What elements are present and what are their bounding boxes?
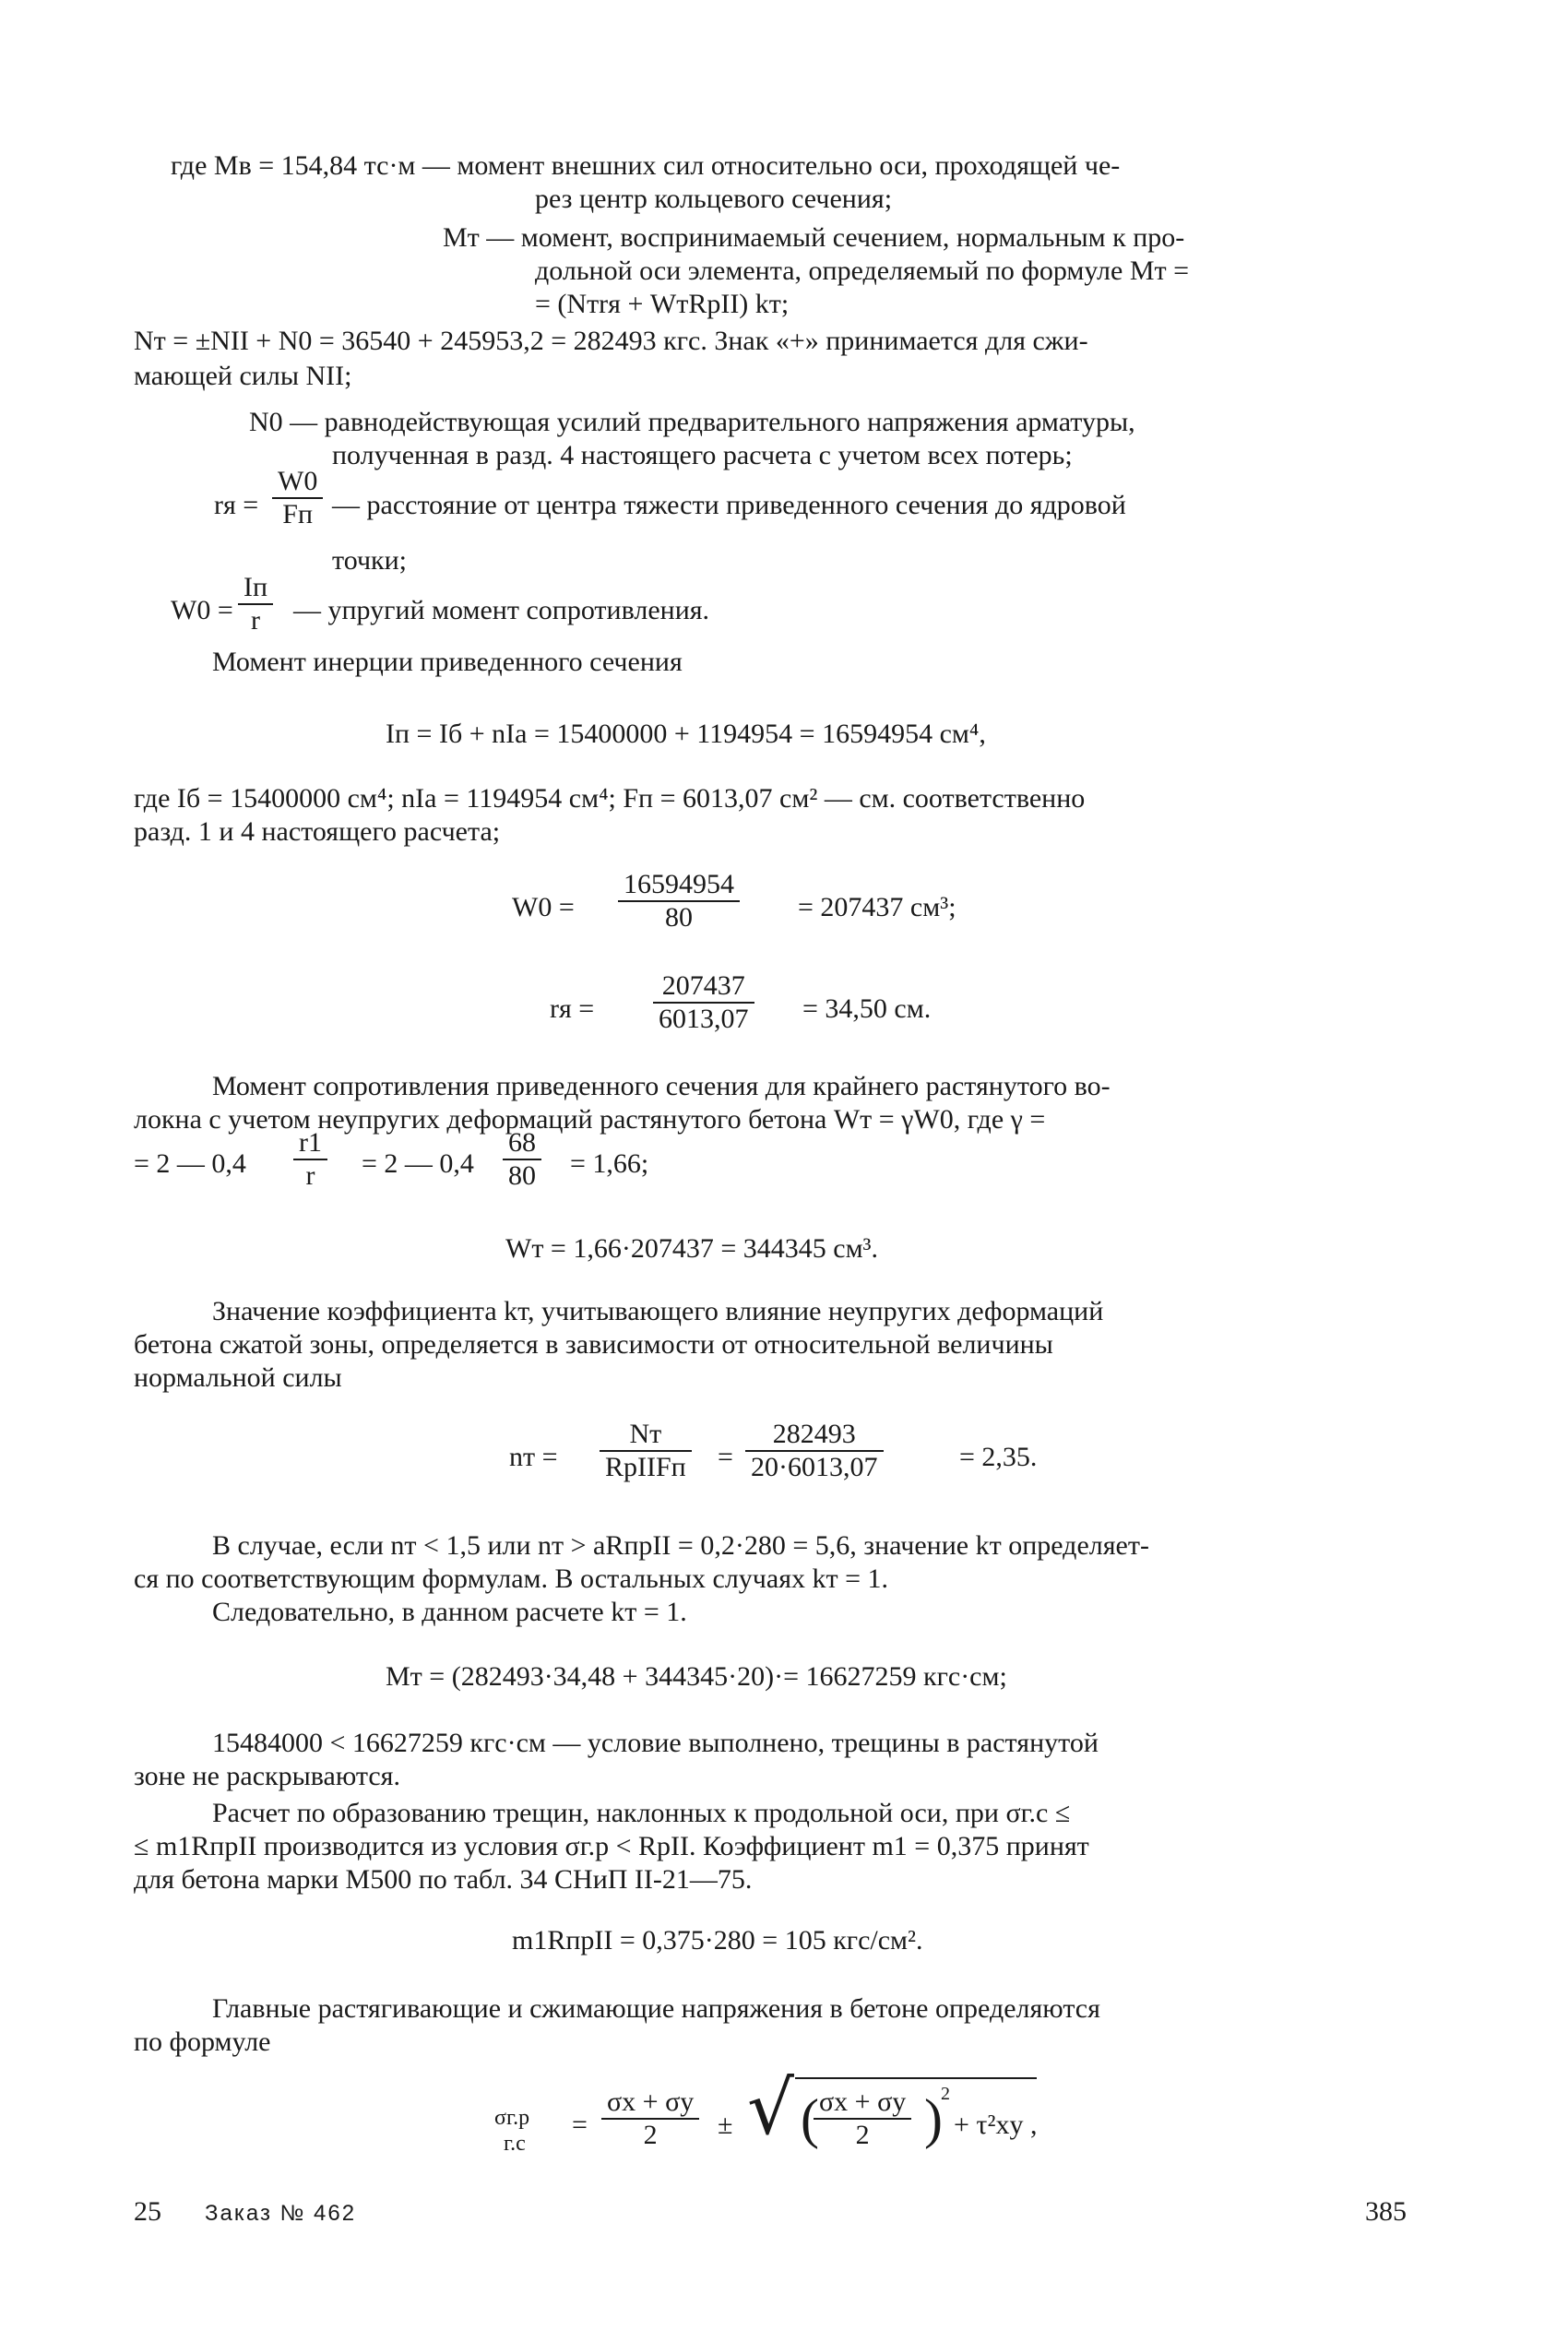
fraction-numerator: 207437 <box>653 970 754 1004</box>
formula-label: σг.р <box>494 2106 530 2130</box>
formula-line: = 2 — 0,4 <box>362 1148 474 1179</box>
fraction-sigma-sum-inner <box>814 2086 911 2151</box>
text-line: Следовательно, в данном расчете kт = 1. <box>212 1597 687 1627</box>
order-number: Заказ № 462 <box>205 2201 357 2226</box>
fraction-ry-definition <box>272 466 323 530</box>
formula-line: Mт = (282493·34,48 + 344345·20)·= 16627259 кгс·см; <box>386 1661 1007 1692</box>
radical-bar <box>795 2077 1037 2079</box>
text-line: Nт = ±NII + N0 = 36540 + 245953,2 = 282493 кгс. Знак «+» принимается для сжи- <box>134 326 1088 356</box>
formula-label: nт = <box>509 1442 558 1472</box>
formula-label: = 2 — 0,4 <box>134 1148 246 1179</box>
text-line: Главные растягивающие и сжимающие напряжения в бетоне определяются <box>212 1993 1100 2024</box>
formula-line: = 1,66; <box>570 1148 649 1179</box>
text-line: 15484000 < 16627259 кгс·см — условие выполнено, трещины в растянутой <box>212 1728 1099 1758</box>
text-line: Момент сопротивления приведенного сечения для крайнего растянутого во- <box>212 1071 1111 1101</box>
fraction-numerator: W0 <box>272 466 323 499</box>
fraction-denominator: 80 <box>508 1160 536 1191</box>
fraction-numerator: r1 <box>293 1127 327 1160</box>
fraction-numerator: 16594954 <box>618 869 740 902</box>
formula-label: rя = <box>550 993 595 1024</box>
fraction-denominator: r <box>305 1160 315 1191</box>
formula-line: Wт = 1,66·207437 = 344345 см³. <box>505 1233 879 1264</box>
formula-line: + τ²xy , <box>954 2110 1038 2140</box>
text-line: ≤ m1RпрII производится из условия σг.р < RpII. Коэффициент m1 = 0,375 принят <box>134 1831 1089 1861</box>
text-line: где Mв = 154,84 тс·м — момент внешних сил относительно оси, проходящей че- <box>171 150 1121 181</box>
formula-label: W0 = <box>171 595 233 625</box>
text-line: В случае, если nт < 1,5 или nт > aRпрII = 0,2·280 = 5,6, значение kт определяет- <box>212 1530 1149 1561</box>
sheet-number: 25 <box>134 2196 161 2227</box>
text-line: локна с учетом неупругих деформаций растянутого бетона Wт = γW0, где γ = <box>134 1104 1046 1135</box>
text-line: для бетона марки М500 по табл. 34 СНиП II-21—75. <box>134 1864 753 1895</box>
text-line: Момент инерции приведенного сечения <box>212 647 683 677</box>
formula-line: = 34,50 см. <box>802 993 932 1024</box>
text-line: где Iб = 15400000 см⁴; nIа = 1194954 см⁴; Fп = 6013,07 см² — см. соответственно <box>134 783 1086 814</box>
fraction-nt-value <box>745 1419 884 1483</box>
fraction-numerator: σx + σy <box>814 2086 911 2120</box>
text-line: Значение коэффициента kт, учитывающего влияние неупругих деформаций <box>212 1296 1104 1326</box>
paren-open-icon: ( <box>801 2088 819 2149</box>
paren-close-icon: ) <box>924 2088 943 2149</box>
fraction-denominator: 80 <box>665 902 693 933</box>
fraction-denominator: RpIIFп <box>605 1452 686 1482</box>
formula-line: = <box>718 1442 733 1472</box>
formula-line: = <box>572 2110 588 2140</box>
fraction-w0-value <box>618 869 740 933</box>
fraction-68-over-80 <box>503 1127 541 1192</box>
fraction-numerator: σx + σy <box>601 2086 699 2120</box>
fraction-denominator: Fп <box>282 499 314 529</box>
fraction-denominator: r <box>251 605 261 636</box>
square-root-icon: √ <box>747 2065 794 2151</box>
text-line: рез центр кольцевого сечения; <box>535 184 893 214</box>
text-line: нормальной силы <box>134 1362 342 1393</box>
formula-label: г.с <box>504 2132 526 2156</box>
formula-line: ± <box>718 2110 733 2140</box>
text-line: точки; <box>332 545 407 576</box>
formula-label: rя = <box>214 490 259 520</box>
fraction-numerator: 68 <box>503 1127 541 1160</box>
fraction-denominator: 6013,07 <box>659 1004 749 1034</box>
formula-line: = 2,35. <box>959 1442 1038 1472</box>
formula-line: = 207437 см³; <box>798 892 956 922</box>
formula-line: = (Nтrя + WтRpII) kт; <box>535 289 790 319</box>
fraction-r1-over-r <box>293 1127 327 1192</box>
text-line: Расчет по образованию трещин, наклонных к продольной оси, при σг.с ≤ <box>212 1798 1071 1828</box>
fraction-denominator: 2 <box>643 2120 658 2150</box>
formula-line: Iп = Iб + nIа = 15400000 + 1194954 = 16594954 см⁴, <box>386 719 986 749</box>
text-line: мающей силы NII; <box>134 361 352 391</box>
text-line: — упругий момент сопротивления. <box>293 595 710 625</box>
fraction-numerator: 282493 <box>745 1419 884 1452</box>
text-line: бетона сжатой зоны, определяется в зависимости от относительной величины <box>134 1329 1053 1360</box>
fraction-denominator: 2 <box>855 2120 870 2150</box>
fraction-w0-definition <box>238 572 273 636</box>
fraction-denominator: 20·6013,07 <box>751 1452 878 1482</box>
text-line: разд. 1 и 4 настоящего расчета; <box>134 816 501 847</box>
formula-line: m1RпрII = 0,375·280 = 105 кгс/см². <box>512 1925 923 1956</box>
text-line: N0 — равнодействующая усилий предварительного напряжения арматуры, <box>249 407 1135 437</box>
text-line: Mт — момент, воспринимаемый сечением, нормальным к про- <box>443 222 1185 253</box>
fraction-numerator: Iп <box>238 572 273 605</box>
text-line: полученная в разд. 4 настоящего расчета с учетом всех потерь; <box>332 440 1073 470</box>
superscript-two: 2 <box>941 2084 950 2104</box>
fraction-sigma-sum <box>601 2086 699 2151</box>
text-line: дольной оси элемента, определяемый по формуле Mт = <box>535 256 1190 286</box>
text-line: по формуле <box>134 2027 271 2057</box>
page-number: 385 <box>1365 2196 1407 2227</box>
fraction-ry-value <box>653 970 754 1035</box>
formula-label: W0 = <box>512 892 575 922</box>
text-line: зоне не раскрываются. <box>134 1761 400 1791</box>
text-line: ся по соответствующим формулам. В остальных случаях kт = 1. <box>134 1563 889 1594</box>
text-line: — расстояние от центра тяжести приведенного сечения до ядровой <box>332 490 1126 520</box>
fraction-numerator: Nт <box>600 1419 692 1452</box>
fraction-nt-symbolic <box>600 1419 692 1483</box>
